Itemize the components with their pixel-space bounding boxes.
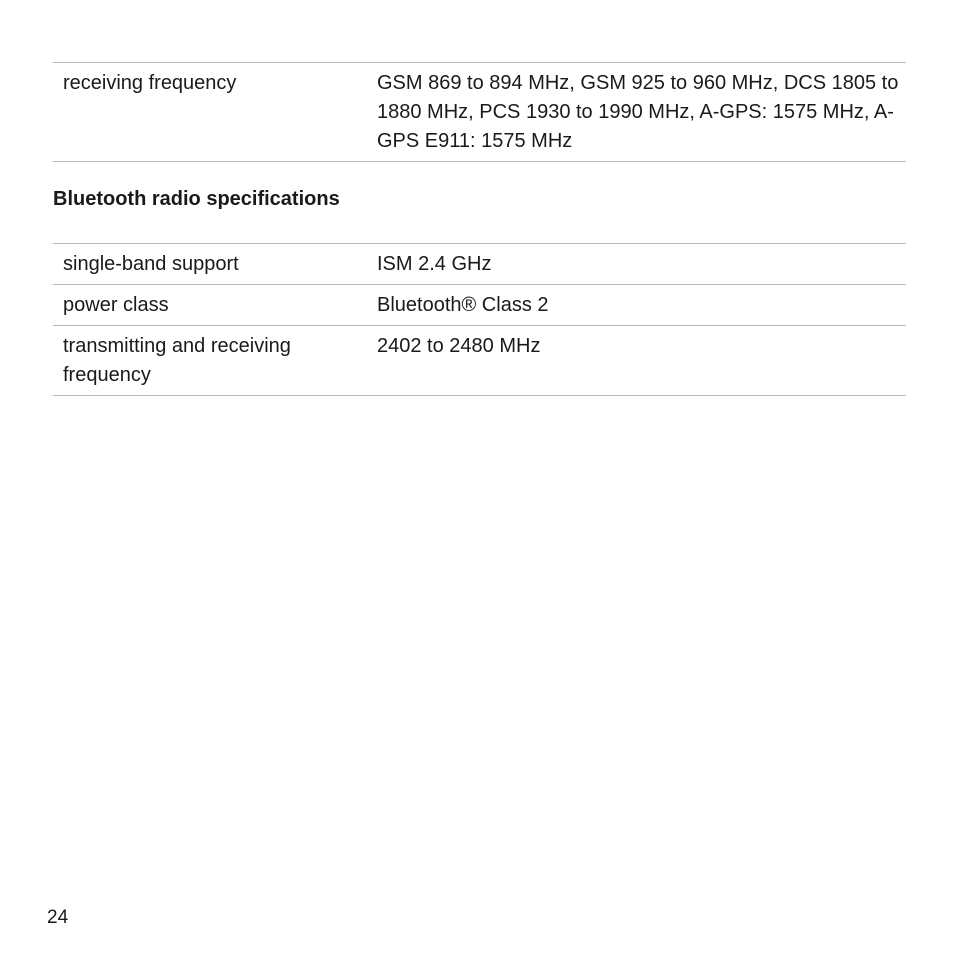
page-number: 24 bbox=[47, 907, 69, 928]
spec-row-power-class bbox=[53, 285, 906, 326]
spec-value: ISM 2.4 GHz bbox=[377, 253, 492, 275]
bluetooth-specs-table bbox=[53, 243, 906, 396]
spec-value: GSM 869 to 894 MHz, GSM 925 to 960 MHz, DCS 1805 to 1880 MHz, PCS 1930 to 1990 MHz, A-GPS: 1575 MHz, A-GPS E911: 1575 MHz bbox=[377, 72, 899, 152]
spec-value: Bluetooth® Class 2 bbox=[377, 294, 549, 316]
spec-value: 2402 to 2480 MHz bbox=[377, 335, 541, 357]
spec-row-single-band-support bbox=[53, 244, 906, 285]
section-heading-bluetooth: Bluetooth radio specifications bbox=[53, 188, 340, 210]
specs-table-top bbox=[53, 62, 906, 162]
spec-label: transmitting and receiving frequency bbox=[63, 335, 291, 386]
spec-label: single-band support bbox=[63, 253, 239, 275]
spec-label: power class bbox=[63, 294, 169, 316]
spec-label: receiving frequency bbox=[63, 72, 237, 94]
spec-row-transmitting-receiving-frequency bbox=[53, 326, 906, 396]
spec-row-receiving-frequency bbox=[53, 63, 906, 162]
